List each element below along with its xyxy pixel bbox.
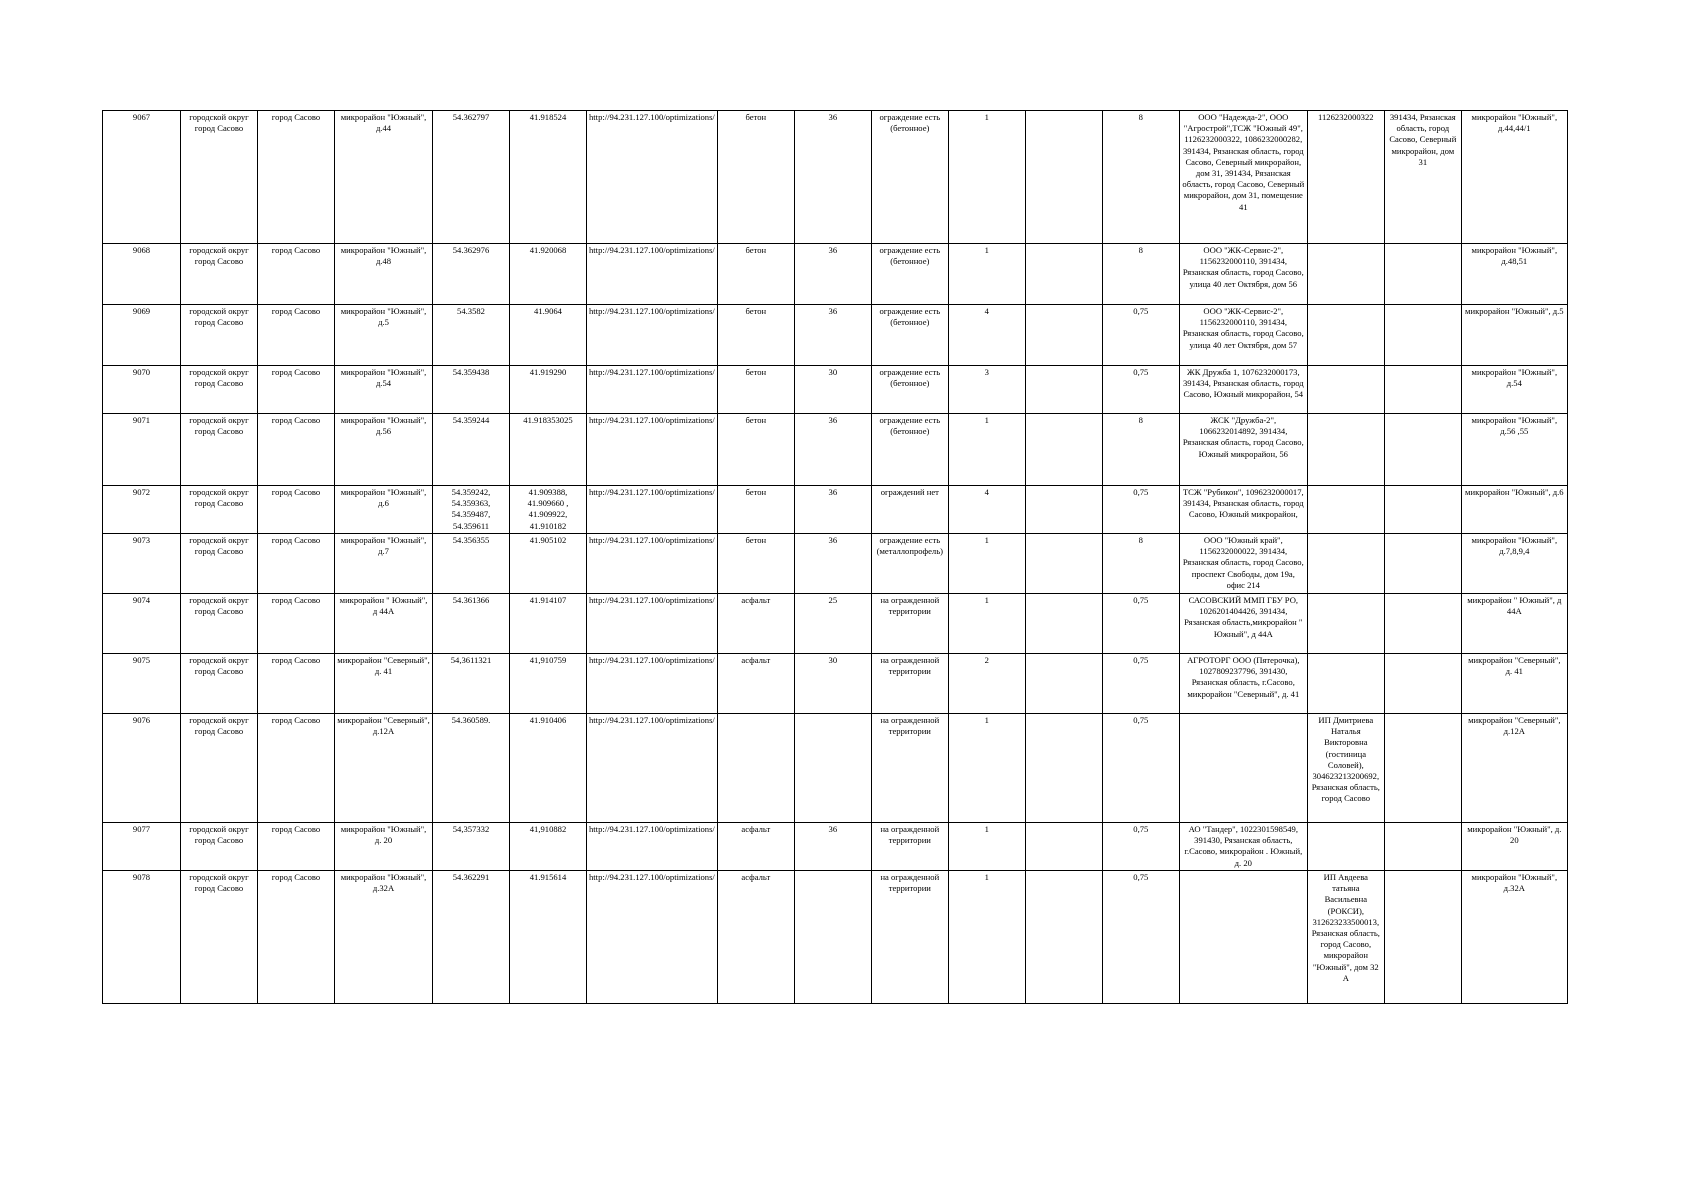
cell-fencing: ограждение есть (бетонное) bbox=[871, 111, 948, 244]
cell-row-number: 9068 bbox=[103, 244, 181, 305]
cell-entrepreneur bbox=[1307, 305, 1384, 366]
cell-legal-address bbox=[1384, 534, 1461, 594]
table-row bbox=[103, 534, 1568, 594]
table-row bbox=[103, 414, 1568, 486]
cell-empty-col bbox=[1025, 244, 1102, 305]
cell-volume: 0,75 bbox=[1102, 486, 1179, 534]
cell-longitude: 41.910406 bbox=[510, 714, 587, 823]
cell-settlement: город Сасово bbox=[258, 111, 335, 244]
cell-longitude: 41,910759 bbox=[510, 654, 587, 714]
cell-longitude: 41.905102 bbox=[510, 534, 587, 594]
cell-legal-address bbox=[1384, 244, 1461, 305]
cell-organization: АГРОТОРГ ООО (Пятерочка), 1027809237796, 391430, Рязанская область, г.Сасово, микрорайон "Северный", д. 41 bbox=[1179, 654, 1307, 714]
cell-container-count: 1 bbox=[948, 823, 1025, 871]
cell-served-address: микрорайон "Южный", д.5 bbox=[1461, 305, 1567, 366]
cell-surface: бетон bbox=[717, 486, 794, 534]
table-row bbox=[103, 654, 1568, 714]
cell-surface: бетон bbox=[717, 414, 794, 486]
cell-surface: асфальт bbox=[717, 594, 794, 654]
cell-empty-col bbox=[1025, 111, 1102, 244]
cell-served-address: микрорайон "Южный", д.56 ,55 bbox=[1461, 414, 1567, 486]
cell-latitude: 54.3582 bbox=[433, 305, 510, 366]
cell-settlement: город Сасово bbox=[258, 244, 335, 305]
cell-container-count: 1 bbox=[948, 871, 1025, 1004]
cell-container-count: 3 bbox=[948, 366, 1025, 414]
cell-area: 36 bbox=[794, 111, 871, 244]
cell-fencing: ограждение есть (металлопрофель) bbox=[871, 534, 948, 594]
cell-container-count: 4 bbox=[948, 305, 1025, 366]
cell-district: городской округ город Сасово bbox=[181, 111, 258, 244]
cell-entrepreneur: ИП Дмитриева Наталья Викторовна (гостиница Соловей), 304623213200692, Рязанская область, город Сасово bbox=[1307, 714, 1384, 823]
cell-settlement: город Сасово bbox=[258, 366, 335, 414]
cell-area: 36 bbox=[794, 414, 871, 486]
cell-served-address: микрорайон "Северный", д.12А bbox=[1461, 714, 1567, 823]
cell-area: 30 bbox=[794, 366, 871, 414]
cell-longitude: 41.919290 bbox=[510, 366, 587, 414]
cell-row-number: 9077 bbox=[103, 823, 181, 871]
cell-surface: бетон bbox=[717, 366, 794, 414]
cell-district: городской округ город Сасово bbox=[181, 486, 258, 534]
cell-volume: 0,75 bbox=[1102, 871, 1179, 1004]
cell-fencing: на огражденной территории bbox=[871, 823, 948, 871]
cell-entrepreneur bbox=[1307, 486, 1384, 534]
cell-address: микрорайон "Южный", д.56 bbox=[335, 414, 433, 486]
registry-table bbox=[102, 110, 1568, 1004]
cell-fencing: ограждение есть (бетонное) bbox=[871, 366, 948, 414]
cell-address: микрорайон "Южный", д.48 bbox=[335, 244, 433, 305]
cell-volume: 0,75 bbox=[1102, 305, 1179, 366]
cell-district: городской округ город Сасово bbox=[181, 594, 258, 654]
cell-container-count: 1 bbox=[948, 594, 1025, 654]
cell-served-address: микрорайон "Южный", д. 20 bbox=[1461, 823, 1567, 871]
cell-link: http://94.231.127.100/optimizations/ bbox=[587, 654, 718, 714]
cell-legal-address bbox=[1384, 654, 1461, 714]
cell-area bbox=[794, 871, 871, 1004]
cell-link: http://94.231.127.100/optimizations/ bbox=[587, 486, 718, 534]
cell-address: микрорайон "Южный", д.7 bbox=[335, 534, 433, 594]
cell-latitude: 54,357332 bbox=[433, 823, 510, 871]
cell-empty-col bbox=[1025, 871, 1102, 1004]
cell-longitude: 41.9064 bbox=[510, 305, 587, 366]
table-row bbox=[103, 714, 1568, 823]
cell-row-number: 9074 bbox=[103, 594, 181, 654]
cell-served-address: микрорайон "Южный", д.32А bbox=[1461, 871, 1567, 1004]
cell-surface bbox=[717, 714, 794, 823]
cell-address: микрорайон "Южный", д.6 bbox=[335, 486, 433, 534]
cell-district: городской округ город Сасово bbox=[181, 305, 258, 366]
cell-address: микрорайон "Южный", д. 20 bbox=[335, 823, 433, 871]
cell-organization: ЖК Дружба 1, 1076232000173, 391434, Рязанская область, город Сасово, Южный микрорайон, 54 bbox=[1179, 366, 1307, 414]
cell-district: городской округ город Сасово bbox=[181, 654, 258, 714]
cell-container-count: 2 bbox=[948, 654, 1025, 714]
cell-entrepreneur bbox=[1307, 534, 1384, 594]
cell-address: микрорайон "Южный", д.32А bbox=[335, 871, 433, 1004]
cell-empty-col bbox=[1025, 714, 1102, 823]
cell-empty-col bbox=[1025, 654, 1102, 714]
cell-fencing: на огражденной территории bbox=[871, 871, 948, 1004]
cell-volume: 8 bbox=[1102, 244, 1179, 305]
cell-surface: бетон bbox=[717, 111, 794, 244]
cell-area: 36 bbox=[794, 534, 871, 594]
cell-row-number: 9073 bbox=[103, 534, 181, 594]
cell-row-number: 9078 bbox=[103, 871, 181, 1004]
cell-settlement: город Сасово bbox=[258, 714, 335, 823]
cell-area: 25 bbox=[794, 594, 871, 654]
cell-area bbox=[794, 714, 871, 823]
cell-volume: 8 bbox=[1102, 414, 1179, 486]
table-row bbox=[103, 823, 1568, 871]
cell-address: микрорайон "Южный", д.5 bbox=[335, 305, 433, 366]
cell-container-count: 1 bbox=[948, 714, 1025, 823]
cell-organization: ООО "Южный край", 1156232000022, 391434, Рязанская область, город Сасово, проспект Свободы, дом 19а, офис 214 bbox=[1179, 534, 1307, 594]
cell-entrepreneur bbox=[1307, 823, 1384, 871]
cell-legal-address bbox=[1384, 823, 1461, 871]
cell-served-address: микрорайон "Южный", д.54 bbox=[1461, 366, 1567, 414]
cell-volume: 0,75 bbox=[1102, 654, 1179, 714]
cell-surface: асфальт bbox=[717, 823, 794, 871]
table-row bbox=[103, 486, 1568, 534]
cell-organization: САСОВСКИЙ ММП ГБУ РО, 1026201404426, 391434, Рязанская область,микрорайон " Южный", д 44А bbox=[1179, 594, 1307, 654]
cell-entrepreneur bbox=[1307, 414, 1384, 486]
cell-address: микрорайон "Южный", д.54 bbox=[335, 366, 433, 414]
cell-volume: 8 bbox=[1102, 534, 1179, 594]
cell-surface: асфальт bbox=[717, 654, 794, 714]
cell-address: микрорайон " Южный", д 44А bbox=[335, 594, 433, 654]
cell-container-count: 1 bbox=[948, 534, 1025, 594]
cell-fencing: на огражденной территории bbox=[871, 714, 948, 823]
cell-container-count: 4 bbox=[948, 486, 1025, 534]
cell-volume: 0,75 bbox=[1102, 594, 1179, 654]
cell-settlement: город Сасово bbox=[258, 654, 335, 714]
cell-organization bbox=[1179, 871, 1307, 1004]
cell-latitude: 54.360589. bbox=[433, 714, 510, 823]
cell-fencing: ограждение есть (бетонное) bbox=[871, 305, 948, 366]
cell-legal-address bbox=[1384, 486, 1461, 534]
cell-longitude: 41.915614 bbox=[510, 871, 587, 1004]
cell-settlement: город Сасово bbox=[258, 871, 335, 1004]
cell-settlement: город Сасово bbox=[258, 305, 335, 366]
cell-latitude: 54,3611321 bbox=[433, 654, 510, 714]
cell-organization: ООО "Надежда-2", ООО "Агрострой",ТСЖ "Южный 49", 1126232000322, 1086232000282, 391434, Рязанская область, город Сасово, Северный микрорайон, дом 31, 391434, Рязанская область, город Сасово, Северный микрорайон, дом 31, помещение 41 bbox=[1179, 111, 1307, 244]
cell-latitude: 54.356355 bbox=[433, 534, 510, 594]
cell-legal-address bbox=[1384, 871, 1461, 1004]
cell-row-number: 9070 bbox=[103, 366, 181, 414]
cell-legal-address bbox=[1384, 305, 1461, 366]
cell-served-address: микрорайон "Южный", д.7,8,9,4 bbox=[1461, 534, 1567, 594]
cell-area: 36 bbox=[794, 305, 871, 366]
cell-district: городской округ город Сасово bbox=[181, 366, 258, 414]
cell-link: http://94.231.127.100/optimizations/ bbox=[587, 534, 718, 594]
cell-settlement: город Сасово bbox=[258, 594, 335, 654]
cell-area: 36 bbox=[794, 244, 871, 305]
cell-settlement: город Сасово bbox=[258, 414, 335, 486]
cell-district: городской округ город Сасово bbox=[181, 871, 258, 1004]
cell-organization: ЖСК "Дружба-2", 1066232014892, 391434, Рязанская область, город Сасово, Южный микрорайон, 56 bbox=[1179, 414, 1307, 486]
cell-fencing: на огражденной территории bbox=[871, 594, 948, 654]
cell-link: http://94.231.127.100/optimizations/ bbox=[587, 244, 718, 305]
table-row bbox=[103, 305, 1568, 366]
cell-district: городской округ город Сасово bbox=[181, 714, 258, 823]
cell-organization bbox=[1179, 714, 1307, 823]
cell-surface: бетон bbox=[717, 534, 794, 594]
cell-row-number: 9072 bbox=[103, 486, 181, 534]
cell-served-address: микрорайон "Северный", д. 41 bbox=[1461, 654, 1567, 714]
cell-empty-col bbox=[1025, 414, 1102, 486]
cell-longitude: 41.914107 bbox=[510, 594, 587, 654]
cell-legal-address: 391434, Рязанская область, город Сасово, Северный микрорайон, дом 31 bbox=[1384, 111, 1461, 244]
cell-served-address: микрорайон "Южный", д.48,51 bbox=[1461, 244, 1567, 305]
cell-latitude: 54.359438 bbox=[433, 366, 510, 414]
cell-longitude: 41,910882 bbox=[510, 823, 587, 871]
cell-legal-address bbox=[1384, 414, 1461, 486]
cell-empty-col bbox=[1025, 305, 1102, 366]
cell-served-address: микрорайон "Южный", д.44,44/1 bbox=[1461, 111, 1567, 244]
cell-link: http://94.231.127.100/optimizations/ bbox=[587, 714, 718, 823]
cell-link: http://94.231.127.100/optimizations/ bbox=[587, 366, 718, 414]
cell-volume: 0,75 bbox=[1102, 823, 1179, 871]
cell-container-count: 1 bbox=[948, 244, 1025, 305]
cell-district: городской округ город Сасово bbox=[181, 534, 258, 594]
table-body bbox=[103, 111, 1568, 1004]
cell-fencing: ограждение есть (бетонное) bbox=[871, 414, 948, 486]
cell-volume: 0,75 bbox=[1102, 714, 1179, 823]
cell-latitude: 54.362291 bbox=[433, 871, 510, 1004]
cell-legal-address bbox=[1384, 594, 1461, 654]
cell-organization: ТСЖ "Рубикон", 1096232000017, 391434, Рязанская область, город Сасово, Южный микрорайон, bbox=[1179, 486, 1307, 534]
cell-district: городской округ город Сасово bbox=[181, 414, 258, 486]
cell-link: http://94.231.127.100/optimizations/ bbox=[587, 414, 718, 486]
cell-organization: АО "Тандер", 1022301598549, 391430, Рязанская область, г.Сасово, микрорайон . Южный, д. 20 bbox=[1179, 823, 1307, 871]
cell-area: 30 bbox=[794, 654, 871, 714]
table-row bbox=[103, 366, 1568, 414]
cell-row-number: 9075 bbox=[103, 654, 181, 714]
cell-organization: ООО "ЖК-Сервис-2", 1156232000110, 391434, Рязанская область, город Сасово, улица 40 лет Октября, дом 56 bbox=[1179, 244, 1307, 305]
cell-longitude: 41.909388, 41.909660 , 41.909922, 41.910182 bbox=[510, 486, 587, 534]
cell-entrepreneur bbox=[1307, 366, 1384, 414]
cell-link: http://94.231.127.100/optimizations/ bbox=[587, 594, 718, 654]
cell-empty-col bbox=[1025, 594, 1102, 654]
cell-address: микрорайон "Южный", д.44 bbox=[335, 111, 433, 244]
cell-fencing: ограждений нет bbox=[871, 486, 948, 534]
cell-organization: ООО "ЖК-Сервис-2", 1156232000110, 391434, Рязанская область, город Сасово, улица 40 лет Октября, дом 57 bbox=[1179, 305, 1307, 366]
cell-empty-col bbox=[1025, 486, 1102, 534]
cell-empty-col bbox=[1025, 366, 1102, 414]
cell-address: микрорайон "Северный", д.12А bbox=[335, 714, 433, 823]
cell-served-address: микрорайон " Южный", д 44А bbox=[1461, 594, 1567, 654]
cell-legal-address bbox=[1384, 366, 1461, 414]
cell-area: 36 bbox=[794, 823, 871, 871]
cell-settlement: город Сасово bbox=[258, 823, 335, 871]
cell-volume: 0,75 bbox=[1102, 366, 1179, 414]
cell-surface: бетон bbox=[717, 244, 794, 305]
cell-latitude: 54.359244 bbox=[433, 414, 510, 486]
cell-area: 36 bbox=[794, 486, 871, 534]
cell-latitude: 54.359242, 54.359363, 54.359487, 54.359611 bbox=[433, 486, 510, 534]
table-row bbox=[103, 111, 1568, 244]
cell-district: городской округ город Сасово bbox=[181, 823, 258, 871]
cell-row-number: 9071 bbox=[103, 414, 181, 486]
cell-entrepreneur bbox=[1307, 244, 1384, 305]
cell-served-address: микрорайон "Южный", д.6 bbox=[1461, 486, 1567, 534]
cell-latitude: 54.362976 bbox=[433, 244, 510, 305]
cell-longitude: 41.920068 bbox=[510, 244, 587, 305]
cell-fencing: на огражденной территории bbox=[871, 654, 948, 714]
cell-link: http://94.231.127.100/optimizations/ bbox=[587, 871, 718, 1004]
cell-empty-col bbox=[1025, 534, 1102, 594]
cell-address: микрорайон "Северный", д. 41 bbox=[335, 654, 433, 714]
cell-empty-col bbox=[1025, 823, 1102, 871]
cell-entrepreneur: 1126232000322 bbox=[1307, 111, 1384, 244]
cell-link: http://94.231.127.100/optimizations/ bbox=[587, 823, 718, 871]
table-row bbox=[103, 871, 1568, 1004]
cell-latitude: 54.361366 bbox=[433, 594, 510, 654]
cell-longitude: 41.918524 bbox=[510, 111, 587, 244]
cell-row-number: 9067 bbox=[103, 111, 181, 244]
cell-legal-address bbox=[1384, 714, 1461, 823]
cell-row-number: 9076 bbox=[103, 714, 181, 823]
cell-link: http://94.231.127.100/optimizations/ bbox=[587, 111, 718, 244]
cell-surface: бетон bbox=[717, 305, 794, 366]
cell-fencing: ограждение есть (бетонное) bbox=[871, 244, 948, 305]
cell-container-count: 1 bbox=[948, 111, 1025, 244]
cell-entrepreneur: ИП Авдеева татьяна Васильевна (РОКСИ), 312623233500013, Рязанская область, город Сасово, микрорайон "Южный", дом 32 А bbox=[1307, 871, 1384, 1004]
cell-link: http://94.231.127.100/optimizations/ bbox=[587, 305, 718, 366]
cell-container-count: 1 bbox=[948, 414, 1025, 486]
cell-entrepreneur bbox=[1307, 654, 1384, 714]
table-row bbox=[103, 594, 1568, 654]
cell-district: городской округ город Сасово bbox=[181, 244, 258, 305]
table-row bbox=[103, 244, 1568, 305]
cell-entrepreneur bbox=[1307, 594, 1384, 654]
cell-volume: 8 bbox=[1102, 111, 1179, 244]
cell-settlement: город Сасово bbox=[258, 486, 335, 534]
cell-surface: асфальт bbox=[717, 871, 794, 1004]
cell-longitude: 41.918353025 bbox=[510, 414, 587, 486]
cell-latitude: 54.362797 bbox=[433, 111, 510, 244]
cell-settlement: город Сасово bbox=[258, 534, 335, 594]
cell-row-number: 9069 bbox=[103, 305, 181, 366]
